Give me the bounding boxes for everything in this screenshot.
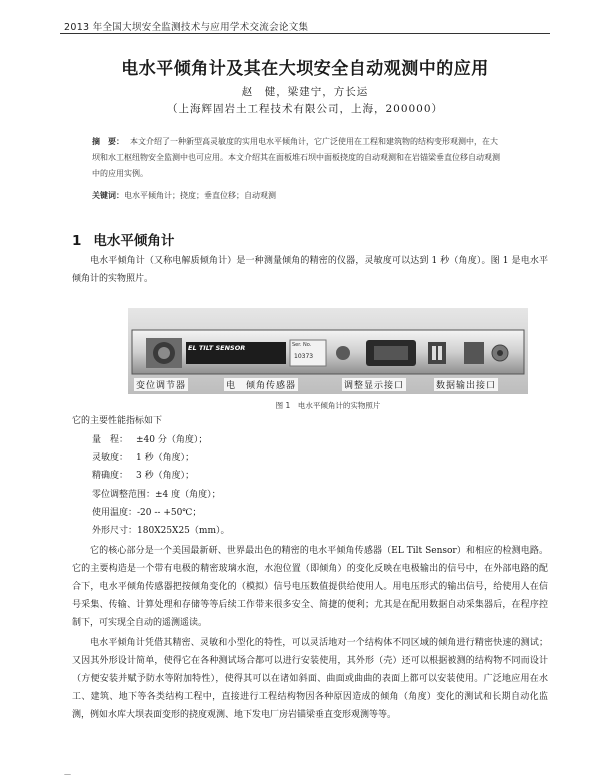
figure-label-adjuster: 变位调节器: [134, 378, 188, 391]
paragraph-features: 电水平倾角计凭借其精密、灵敏和小型化的特性，可以灵活地对一个结构体不同区域的倾角进行精密快速的测试；又因其外形设计简单，使得它在各种测试场合都可以进行安装使用，其外形（壳）还可以根据被测的结构物不同而设计（方便安装并赋予防水等附加特性），使得其可以在诸如斜面、曲面或曲曲的表面上都可以安装使用。广泛地应用在水工、建筑、地下等各类结构工程中，直接进行工程结构物因各种原因造成的倾角（角度）变化的测试和长期自动化监测，例如水库大坝表面变形的挠度观测、地下发电厂房岩锚梁垂直变形观测等等。: [72, 638, 548, 720]
paragraph-intro: 电水平倾角计（又称电解质倾角计）是一种测量倾角的精密的仪器，灵敏度可以达到 1 秒（角度）。图 1 是电水平倾角计的实物照片。: [72, 256, 548, 284]
spec-key: 零位调整范围：: [92, 489, 156, 500]
serial-label: Ser. No.: [292, 342, 312, 348]
spec-item: [92, 468, 532, 486]
spec-key: 使用温度：: [92, 507, 138, 518]
figure-1: [128, 308, 528, 412]
abstract-label: 摘 要：: [92, 137, 124, 146]
spec-item: [92, 432, 532, 450]
paragraph-core: 它的核心部分是一个美国最新研、世界最出色的精密的电水平倾角传感器（EL Tilt Sensor）和相应的检测电路。它的主要构造是一个带有电极的精密玻璃水泡，水泡位置（即倾角）的变化反映在电极输出的信号中，在外部电路的配合下，电水平倾角传感器把按倾角变化的（模拟）信号电压数值提供给使用人。用电压形式的输出信号，给使用人在信号采集、传输、计算处理和存储等等后续工作带来很多安全、简捷的便利；尤其是在配用数据自动采集器后，在程序控制下，可实现全自动的遥测遥读。: [72, 546, 548, 628]
spec-value: ±40 分（角度）；: [136, 435, 208, 445]
spec-list: [92, 432, 532, 541]
spec-intro: 它的主要性能指标如下: [72, 416, 163, 426]
paper-title: 电水平倾角计及其在大坝安全自动观测中的应用: [121, 59, 489, 79]
spec-key: 精确度：: [92, 471, 129, 482]
keywords-label: 关键词：: [92, 191, 124, 200]
running-header: 2013 年全国大坝安全监测技术与应用学术交流会论文集: [64, 22, 309, 33]
section-heading: [72, 229, 174, 249]
page-number: —: [64, 770, 71, 778]
figure-labels: [128, 378, 528, 392]
spec-key: 灵敏度：: [92, 453, 129, 464]
sensor-label: EL TILT SENSOR: [188, 344, 246, 352]
figure-caption: 图 1 电水平倾角计的实物照片: [275, 401, 381, 410]
serial-value: 10373: [294, 353, 314, 360]
spec-item: [92, 450, 532, 468]
header-rule: [60, 33, 550, 34]
spec-value: 1 秒（角度）；: [136, 453, 195, 464]
tiltmeter-photo: [128, 308, 528, 394]
section-title-text: 电水平倾角计: [93, 233, 175, 249]
abstract: [92, 134, 504, 182]
affiliation: （上海辉固岩土工程技术有限公司，上海，200000）: [166, 103, 444, 115]
figure-label-display-port: 调整显示接口: [342, 378, 406, 391]
abstract-text: 本文介绍了一种新型高灵敏度的实用电水平倾角计，它广泛使用在工程和建筑物的结构变形观测中，在大坝和水工枢纽物安全监测中也可应用。本文介绍其在面板堆石坝中面板挠度的自动观测和在岩锚梁垂直位移自动观测中的应用实例。: [92, 137, 500, 178]
spec-value: 3 秒（角度）；: [136, 471, 195, 482]
spec-key: 外形尺寸：: [92, 525, 138, 536]
keywords-text: 电水平倾角计；挠度；垂直位移；自动观测: [124, 191, 276, 200]
spec-item: [92, 523, 532, 541]
spec-item: [92, 505, 532, 523]
section-number: 1: [72, 233, 82, 249]
figure-label-sensor: 电 倾角传感器: [224, 378, 298, 391]
spec-value: ±4 度（角度）；: [155, 489, 221, 500]
spec-value: -20 -- +50℃；: [137, 507, 202, 518]
figure-label-output-port: 数据输出接口: [434, 378, 498, 391]
keywords: [92, 189, 504, 203]
spec-item: [92, 487, 532, 505]
spec-value: 180X25X25（mm）。: [137, 525, 230, 536]
spec-key: 量 程：: [92, 435, 129, 445]
authors: 赵 健，梁建宁，方长运: [241, 86, 369, 98]
